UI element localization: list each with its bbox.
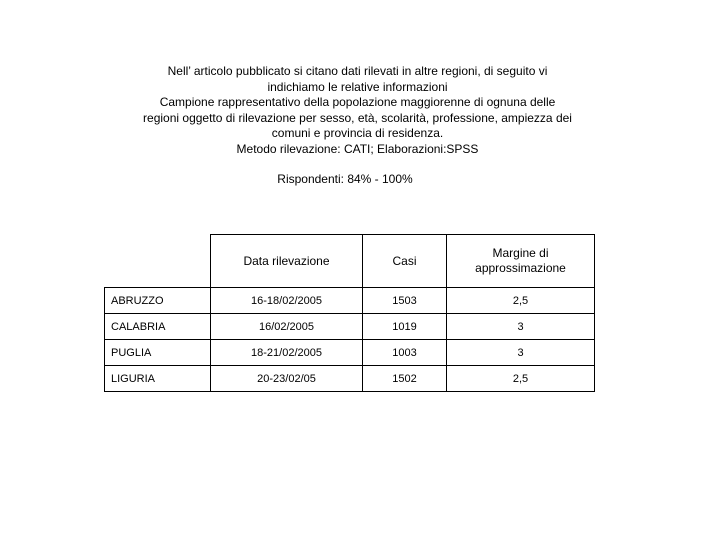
- table-row: [105, 340, 595, 366]
- table-header-row: [105, 235, 595, 288]
- survey-table: [104, 234, 595, 392]
- cases-cell: 1503: [363, 288, 447, 314]
- margin-cell: 2,5: [447, 366, 595, 392]
- header-date: Data rilevazione: [211, 235, 363, 288]
- table-row: [105, 314, 595, 340]
- respondents-text: Rispondenti: 84% - 100%: [277, 172, 413, 186]
- margin-cell: 3: [447, 340, 595, 366]
- intro-paragraph: [110, 64, 605, 158]
- header-margin: [447, 235, 595, 288]
- date-cell: 16-18/02/2005: [211, 288, 363, 314]
- date-cell: 20-23/02/05: [211, 366, 363, 392]
- intro-line: Nell’ articolo pubblicato si citano dati rilevati in altre regioni, di seguito vi: [167, 64, 548, 78]
- table-row: [105, 288, 595, 314]
- header-margin-line1: Margine di: [492, 246, 549, 260]
- margin-cell: 2,5: [447, 288, 595, 314]
- region-cell: LIGURIA: [105, 366, 211, 392]
- header-cases: Casi: [363, 235, 447, 288]
- cases-cell: 1003: [363, 340, 447, 366]
- header-margin-line2: approssimazione: [475, 261, 566, 275]
- margin-cell: 3: [447, 314, 595, 340]
- region-cell: ABRUZZO: [105, 288, 211, 314]
- table-row: [105, 366, 595, 392]
- intro-line: comuni e provincia di residenza.: [271, 126, 444, 141]
- intro-line: Campione rappresentativo della popolazione maggiorenne di ognuna delle: [159, 95, 556, 110]
- table-corner-cell: [105, 235, 211, 288]
- intro-line: Metodo rilevazione: CATI; Elaborazioni:SPSS: [236, 141, 479, 156]
- cases-cell: 1019: [363, 314, 447, 340]
- intro-line: indichiamo le relative informazioni: [267, 79, 448, 94]
- cases-cell: 1502: [363, 366, 447, 392]
- region-cell: CALABRIA: [105, 314, 211, 340]
- region-cell: PUGLIA: [105, 340, 211, 366]
- intro-line: regioni oggetto di rilevazione per sesso, età, scolarità, professione, ampiezza dei: [143, 110, 572, 125]
- date-cell: 18-21/02/2005: [211, 340, 363, 366]
- date-cell: 16/02/2005: [211, 314, 363, 340]
